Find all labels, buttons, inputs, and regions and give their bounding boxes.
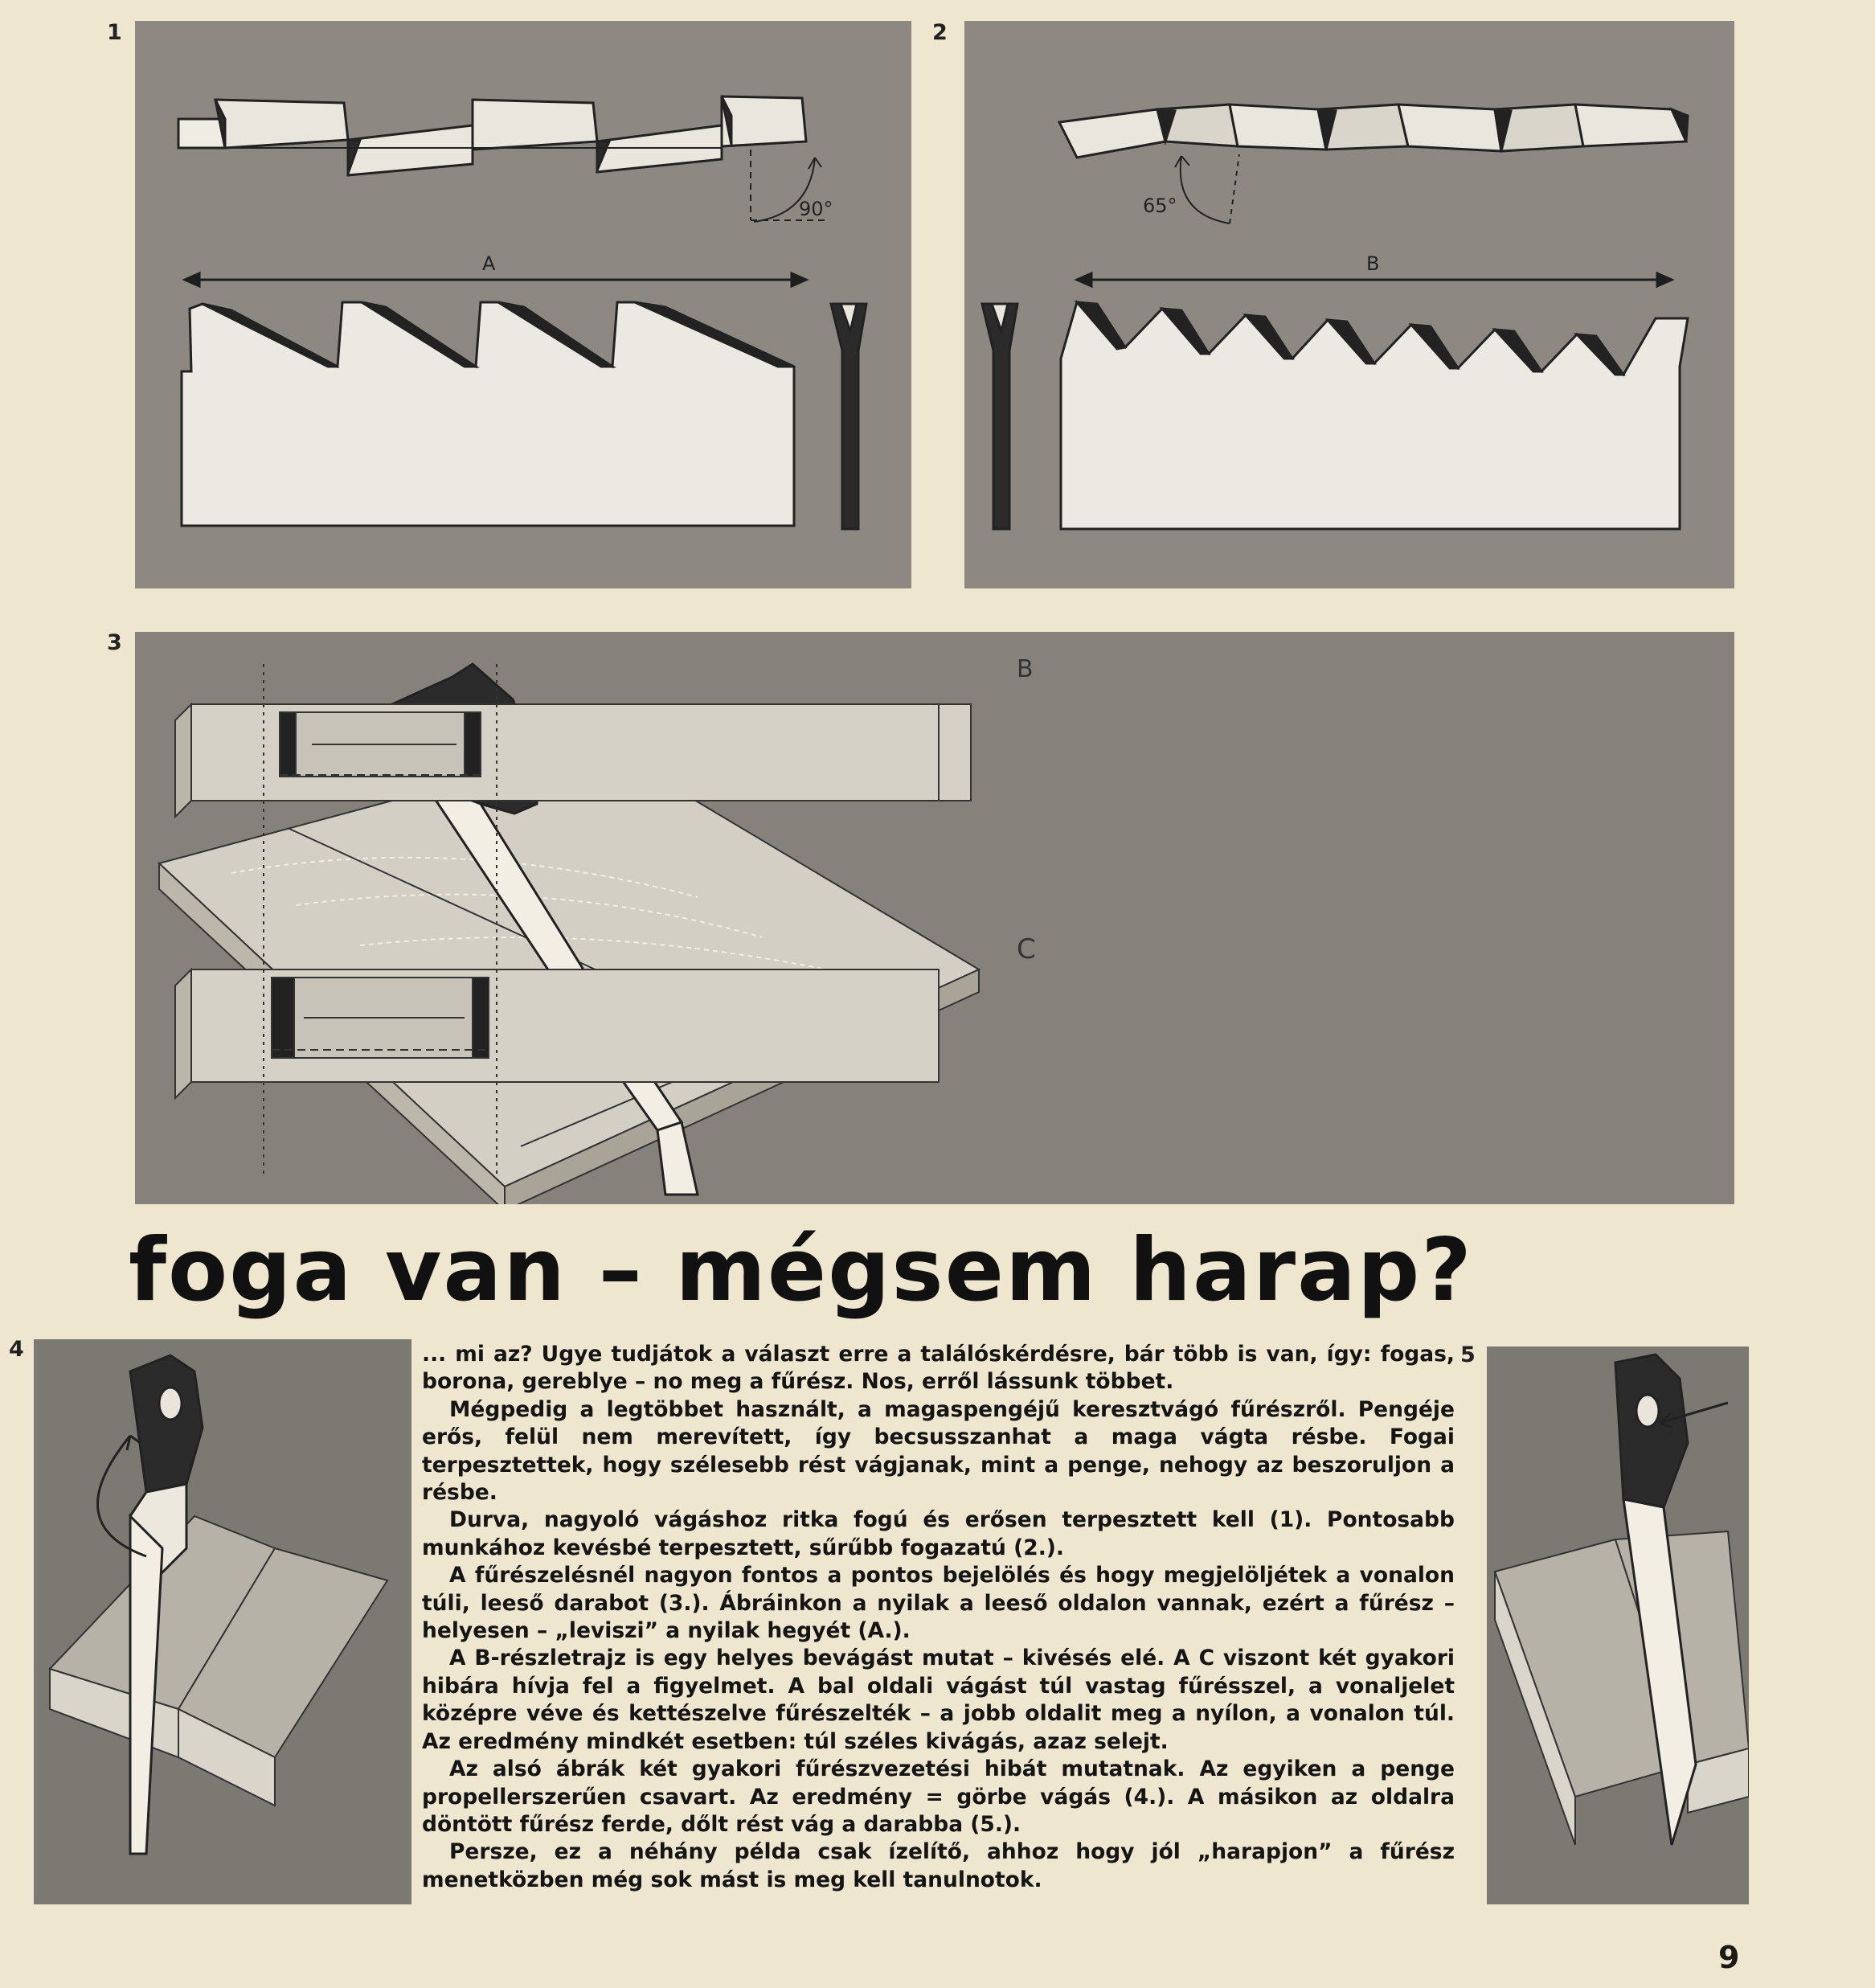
label-c: C <box>1017 933 1036 965</box>
figure-5-tilted-saw <box>1487 1347 1749 1904</box>
paragraph: A fűrészelésnél nagyon fontos a pontos bejelölés és hogy megjelöljétek a vonalon túli, leeső darabot (3.). Ábráinkon a nyilak a leeső oldalon vannak, ezért a fűrész – helyesen – „leviszi” a nyilak hegyét (A.). <box>422 1563 1455 1644</box>
figure-1-coarse-saw-teeth <box>135 21 911 588</box>
coarse-teeth-profile <box>182 302 794 526</box>
detail-b <box>175 704 971 817</box>
board-pair <box>50 1516 387 1806</box>
paragraph: Az alsó ábrák két gyakori fűrészvezetési hibát mutatnak. Az egyiken a penge propellerszerűen csavart. Az eredmény = görbe vágás (4.). A másikon az oldalra döntött fűrész ferde, dőlt rést vág a darabba (5.). <box>422 1756 1455 1837</box>
figure-5-number: 5 <box>1460 1342 1476 1367</box>
board-pair <box>1495 1531 1749 1845</box>
figure-3-drawing <box>135 632 1734 1204</box>
figure-2-number: 2 <box>932 20 948 45</box>
set-teeth-top-view <box>178 96 806 175</box>
figure-3-marking-and-cutting <box>135 632 1734 1204</box>
page-number: 9 <box>1718 1940 1740 1975</box>
angle-90-label: 90° <box>799 198 833 220</box>
paragraph: Durva, nagyoló vágáshoz ritka fogú és erősen terpesztett kell (1). Pontosabb munkához kevésbé terpesztett, sűrűbb fogazatú (2.). <box>422 1507 1455 1560</box>
figure-4-twisted-blade <box>34 1339 411 1904</box>
dimension-a-arrow <box>185 273 806 286</box>
paragraph: ... mi az? Ugye tudjátok a választ erre a találóskérdésre, bár több is van, így: fogas, borona, gereblye – no meg a fűrész. Nos, erről lássunk többet. <box>422 1342 1455 1395</box>
figure-3-number: 3 <box>107 630 122 655</box>
angle-65-indicator <box>1175 154 1239 223</box>
set-teeth-top-view <box>1059 105 1688 158</box>
figure-4-drawing <box>34 1339 411 1904</box>
figure-4-number: 4 <box>9 1337 24 1362</box>
article-body <box>422 1341 1455 1894</box>
article-title: foga van – mégsem harap? <box>129 1220 1473 1321</box>
figure-5-drawing <box>1487 1347 1749 1904</box>
fine-teeth-profile <box>1061 302 1688 529</box>
figure-2-fine-saw-teeth <box>964 21 1734 588</box>
paragraph: Mégpedig a legtöbbet használt, a magaspengéjű keresztvágó fűrészről. Pengéje erős, felül nem merevített, így becsusszanhat a maga vágta résbe. Fogai terpesztettek, hogy szélesebb rést vágjanak, mint a penge, nehogy az beszoruljon a résbe. <box>422 1396 1455 1506</box>
figure-2-drawing <box>964 21 1734 588</box>
dimension-a-label: A <box>482 252 496 275</box>
blade-cross-section <box>831 304 866 529</box>
label-b: B <box>1017 655 1034 683</box>
blade-cross-section <box>982 304 1017 529</box>
dimension-b-arrow <box>1077 273 1672 286</box>
figure-1-number: 1 <box>107 20 122 45</box>
dimension-b-label: B <box>1366 252 1380 275</box>
angle-65-label: 65° <box>1143 195 1177 217</box>
paragraph: A B-részletrajz is egy helyes bevágást mutat – kivésés elé. A C viszont két gyakori hibára hívja fel a figyelmet. A bal oldali vágást túl vastag fűrésszel, a vonaljelet középre véve és kettészelve fűrészelték – a jobb oldalit meg a nyílon, a vonalon túl. Az eredmény mindkét esetben: túl széles kivágás, azaz selejt. <box>422 1646 1455 1754</box>
figure-1-drawing <box>135 21 911 588</box>
paragraph: Persze, ez a néhány példa csak ízelítő, ahhoz hogy jól „harapjon” a fűrész menetközben még sok mást is meg kell tanulnotok. <box>422 1839 1455 1892</box>
